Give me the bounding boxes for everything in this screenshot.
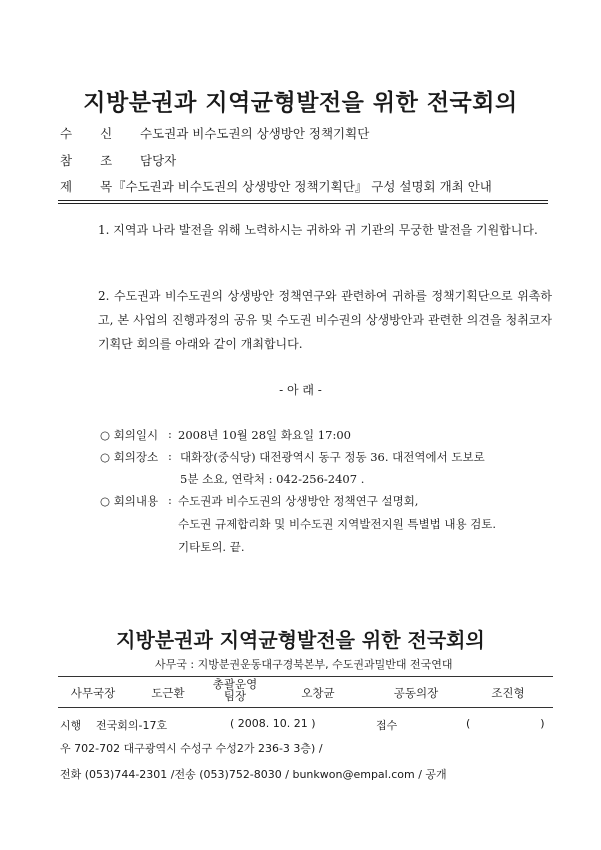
- receipt-value: ( ): [466, 717, 545, 730]
- signature-row: [58, 676, 553, 708]
- address-line: 우 702-702 대구광역시 수성구 수성2가 236-3 3층) /: [60, 742, 323, 755]
- bullet-icon: ○: [100, 450, 111, 464]
- item-line: 대화장(중식당) 대전광역시 동구 정동 36. 대전역에서 도보로: [180, 450, 485, 464]
- header-value: 수도권과 비수도권의 상생방안 정책기획단: [140, 126, 370, 141]
- item-label: 회의내용: [113, 494, 159, 508]
- bullet-icon: ○: [100, 494, 111, 508]
- doc-no: 전국회의-17호: [96, 719, 168, 732]
- office-line: 사무국 : 지방분권운동대구경북본부, 수도권과밀반대 전국연대: [155, 658, 453, 671]
- divider: [58, 200, 548, 201]
- paragraph-1-text: 1. 지역과 나라 발전을 위해 노력하시는 귀하와 귀 기관의 무궁한 발전을 기원합니다.: [98, 223, 538, 237]
- item-label: 회의일시: [113, 428, 159, 442]
- doc-date: ( 2008. 10. 21 ): [230, 717, 316, 730]
- header-row-reference: [0, 151, 601, 169]
- header-row-subject: [0, 177, 601, 195]
- doc-no-label: 시행: [60, 719, 82, 732]
- header-value: 『수도권과 비수도권의 상생방안 정책기획단』 구성 설명회 개최 안내: [113, 179, 492, 194]
- paragraph-1: [58, 218, 552, 242]
- bullet-icon: ○: [100, 428, 111, 442]
- header-label-a: 참: [60, 153, 73, 168]
- signature-cell: 공동의장: [393, 686, 439, 700]
- item-line: 2008년 10월 28일 화요일 17:00: [178, 428, 351, 442]
- header-label-b: 조: [100, 153, 113, 168]
- document-title: 지방분권과 지역균형발전을 위한 전국회의: [83, 89, 518, 116]
- item-colon: :: [168, 449, 172, 463]
- signature-cell: 사무국장: [70, 686, 116, 700]
- item-line: 수도권과 비수도권의 상생방안 정책연구 설명회,: [178, 494, 419, 508]
- item-line: 수도권 규제합리화 및 비수도권 지역발전지원 특별법 내용 검토.: [178, 517, 497, 531]
- header-label-b: 목: [100, 179, 113, 194]
- item-line: 기타토의. 끝.: [178, 540, 245, 554]
- header-row-recipient: [0, 124, 601, 142]
- signature-cell: 오창균: [301, 686, 335, 700]
- receipt-label: 접수: [376, 719, 398, 732]
- signature-cell: 총괄운영 팀장: [212, 677, 258, 703]
- item-colon: :: [168, 493, 172, 507]
- footer-title: 지방분권과 지역균형발전을 위한 전국회의: [116, 628, 485, 652]
- header-label-b: 신: [100, 126, 113, 141]
- contact-line: 전화 (053)744-2301 /전송 (053)752-8030 / bunkwon@empal.com / 공개: [60, 768, 447, 781]
- signature-cell: 도근환: [151, 686, 185, 700]
- paragraph-2-text: 2. 수도권과 비수도권의 상생방안 정책연구와 관련하여 귀하를 정책기획단으로 위촉하고, 본 사업의 진행과정의 공유 및 수도권 비수권의 상생방안과 관련한 의견을 청취코자 기획단 회의를 아래와 같이 개최합니다.: [98, 289, 552, 351]
- header-value: 담당자: [140, 153, 177, 168]
- header-label-a: 수: [60, 126, 73, 141]
- item-colon: :: [168, 427, 172, 441]
- header-label-a: 제: [60, 179, 73, 194]
- item-label: 회의장소: [113, 450, 159, 464]
- paragraph-2: [58, 284, 552, 356]
- list-item: [100, 427, 158, 443]
- below-heading: - 아 래 -: [279, 383, 322, 397]
- divider: [58, 203, 548, 204]
- signature-cell: 조진형: [491, 686, 525, 700]
- item-line: 5분 소요, 연락처 : 042-256-2407 .: [180, 472, 365, 486]
- list-item: [100, 449, 158, 465]
- list-item: [100, 493, 158, 509]
